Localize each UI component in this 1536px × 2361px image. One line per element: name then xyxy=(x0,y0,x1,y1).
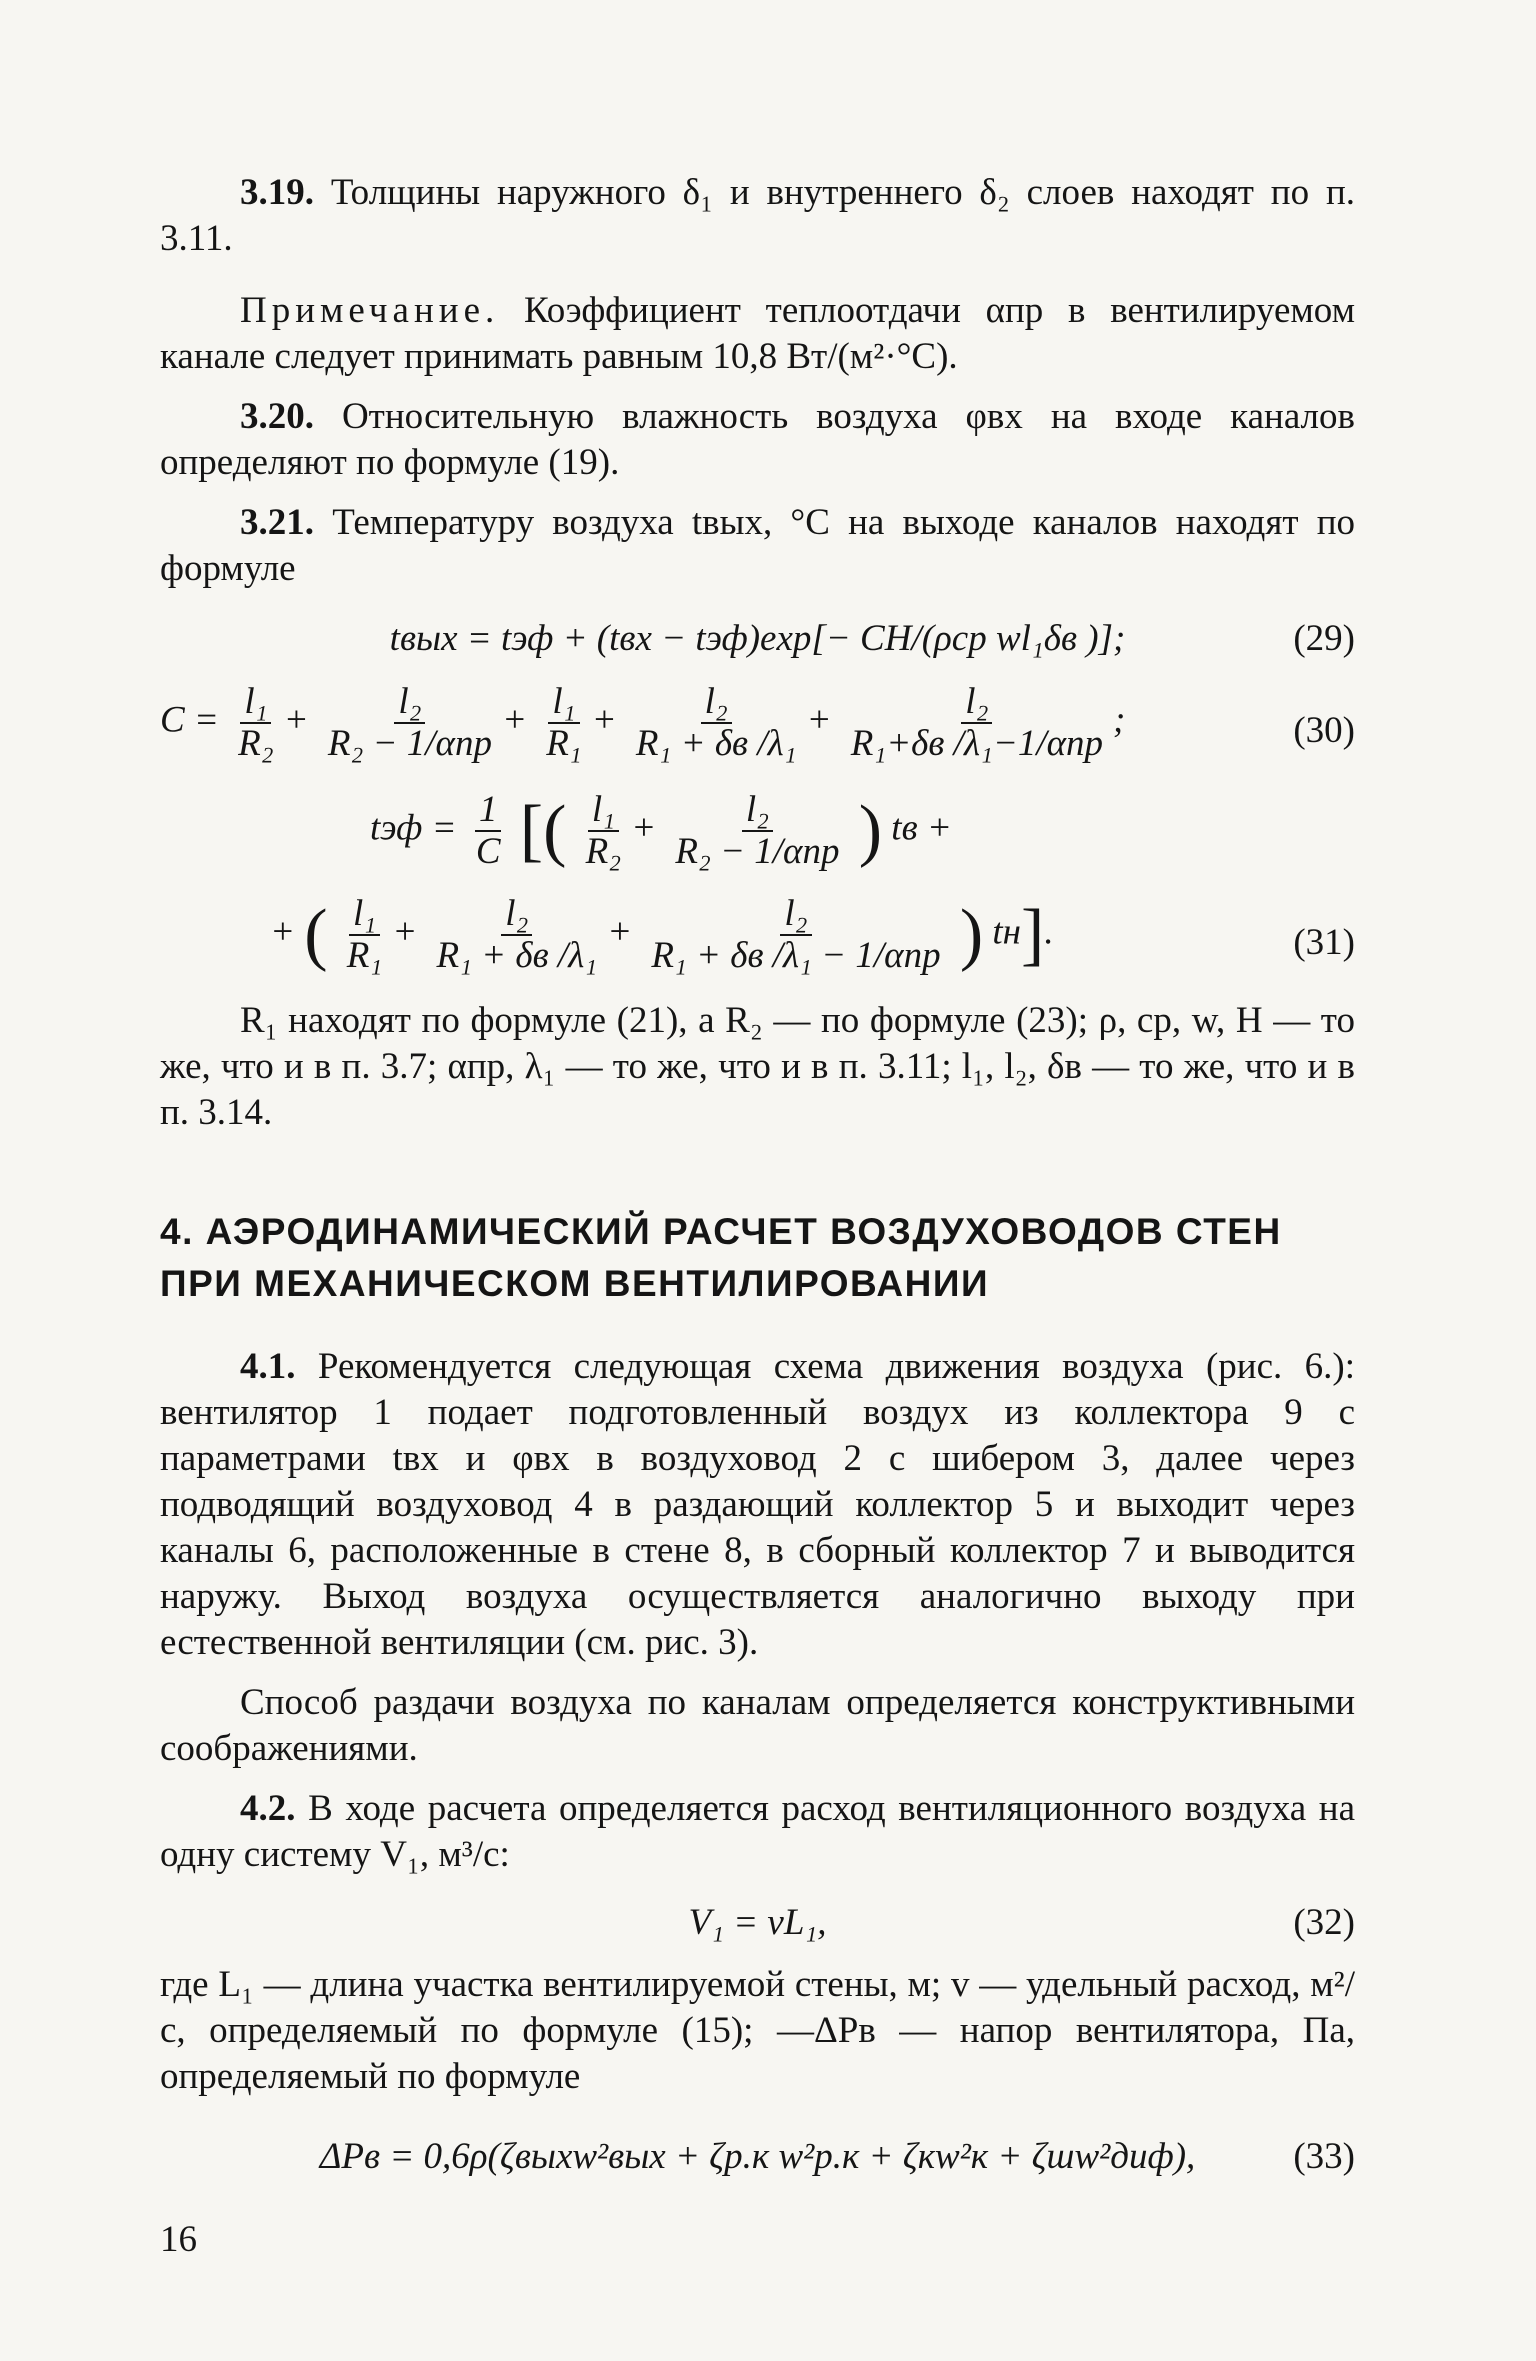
equation-term: tн xyxy=(992,911,1022,953)
paragraph-4-1 xyxy=(160,1344,1355,1666)
note-paragraph xyxy=(160,288,1355,380)
paragraph-text: R₁ находят по формуле (21), а R₂ — по формуле (23); ρ, cp, w, H — то же, что и в п. 3.7; αпр, λ₁ — то же, что и в п. 3.11; l₁, l₂, δв — то же, что и в п. 3.14. xyxy=(160,1000,1355,1133)
equation-number: (31) xyxy=(1293,922,1355,963)
equation-29 xyxy=(160,616,1355,662)
paragraph-text: Толщины наружного δ₁ и внутреннего δ₂ слоев находят по п. 3.11. xyxy=(160,172,1355,259)
fraction: $\frac{\text{l₂}}{\text{R₁+δв /λ₁−1/αпр}}$ xyxy=(850,681,1104,764)
section-number: 4.2. xyxy=(240,1788,296,1829)
fraction: $\frac{\text{l₂}}{\text{R₂ − 1/αпр}}$ xyxy=(675,789,840,872)
equation-number: (29) xyxy=(1293,618,1355,659)
definitions-paragraph xyxy=(160,998,1355,1136)
page-number: 16 xyxy=(160,2219,197,2260)
section-number: 3.19. xyxy=(240,172,314,213)
equation-30: C = $\frac{\text{l₁}}{\text{R₂}}$ + $\frac{\text{l₂}}{\text{R₂ − 1/αпр}}$ + $\frac{\text{l₁}}{\text{R₁}}$ + $\frac{\text{l₂}}{\text{R₁ + δв /λ₁}}$ + $\frac{\text{l₂}}{\text{R₁+δв /λ₁−1/αпр}}$ ; (30) xyxy=(160,681,1355,764)
section-heading: 4. АЭРОДИНАМИЧЕСКИЙ РАСЧЕТ ВОЗДУХОВОДОВ СТЕН ПРИ МЕХАНИЧЕСКОМ ВЕНТИЛИРОВАНИИ xyxy=(160,1211,1282,1304)
paragraph-4-2 xyxy=(160,1786,1355,1878)
paragraph-3-21 xyxy=(160,500,1355,592)
equation-term: tв + xyxy=(891,807,952,849)
where-paragraph xyxy=(160,1962,1355,2100)
note-text: Коэффициент теплоотдачи αпр в вентилируемом канале следует принимать равным 10,8 Вт/(м²·°С). xyxy=(160,290,1355,377)
equation-number: (33) xyxy=(1293,2136,1355,2177)
equation-33 xyxy=(160,2134,1355,2180)
equation-body: V₁ = vL₁, xyxy=(688,1902,827,1943)
equation-31-line-1: tэф = $\frac{1}{C}$ [( $\frac{\text{l₁}}{\text{R₂}}$ + $\frac{\text{l₂}}{\text{R₂ − 1/αпр}}$ ) tв + xyxy=(370,789,952,872)
equation-number: (30) xyxy=(1293,710,1355,751)
fraction: $\frac{\text{l₂}}{\text{R₁ + δв /λ₁}}$ xyxy=(635,681,797,764)
fraction: $\frac{1}{C}$ xyxy=(475,789,501,872)
paragraph-text: Температуру воздуха tвых, °С на выходе каналов находят по формуле xyxy=(160,502,1355,589)
paragraph-3-20 xyxy=(160,394,1355,486)
paragraph-text: Способ раздачи воздуха по каналам определяется конструктивными соображениями. xyxy=(160,1682,1355,1769)
equation-31-line-2: + ( $\frac{\text{l₁}}{\text{R₁}}$ + $\frac{\text{l₂}}{\text{R₁ + δв /λ₁}}$ + $\frac{\text{l₂}}{\text{R₁ + δв /λ₁ − 1/αпр}}$ ) tн]. (31) xyxy=(270,893,1355,976)
paragraph-text: Относительную влажность воздуха φвх на входе каналов определяют по формуле (19). xyxy=(160,396,1355,483)
equation-lhs: C = xyxy=(160,699,219,741)
note-label: Примечание. xyxy=(240,290,500,331)
fraction: $\frac{\text{l₂}}{\text{R₂ − 1/αпр}}$ xyxy=(327,681,492,764)
fraction: $\frac{\text{l₁}}{\text{R₂}}$ xyxy=(238,681,274,764)
equation-32 xyxy=(160,1900,1355,1946)
document-page xyxy=(160,170,1355,2180)
fraction: $\frac{\text{l₂}}{\text{R₁ + δв /λ₁ − 1/αпр}}$ xyxy=(651,893,941,976)
equation-body: tвых = tэф + (tвх − tэф)exp[− CH/(ρcp wl₁δв )]; xyxy=(389,618,1126,659)
paragraph-4-1-b xyxy=(160,1680,1355,1772)
fraction: $\frac{\text{l₁}}{\text{R₁}}$ xyxy=(346,893,383,976)
paragraph-3-19 xyxy=(160,170,1355,262)
equation-number: (32) xyxy=(1293,1902,1355,1943)
section-number: 3.20. xyxy=(240,396,314,437)
fraction: $\frac{\text{l₁}}{\text{R₂}}$ xyxy=(585,789,622,872)
equation-body: ΔPв = 0,6ρ(ζвыхw²вых + ζр.к w²р.к + ζкw²к + ζшw²диф), xyxy=(319,2136,1196,2177)
section-number: 4.1. xyxy=(240,1346,296,1387)
paragraph-text: Рекомендуется следующая схема движения воздуха (рис. 6.): вентилятор 1 подает подготовленный воздух из коллектора 9 с параметрами tвх и φвх в воздуховод 2 с шибером 3, далее через подводящий воздуховод 4 в раздающий коллектор 5 и выходит через каналы 6, расположенные в стене 8, в сборный коллектор 7 и выводится наружу. Выход воздуха осуществляется аналогично выходу при естественной вентиляции (см. рис. 3). xyxy=(160,1346,1355,1663)
paragraph-text: В ходе расчета определяется расход вентиляционного воздуха на одну систему V₁, м³/с: xyxy=(160,1788,1356,1875)
fraction: $\frac{\text{l₂}}{\text{R₁ + δв /λ₁}}$ xyxy=(436,893,598,976)
fraction: $\frac{\text{l₁}}{\text{R₁}}$ xyxy=(546,681,582,764)
equation-lhs: tэф = xyxy=(370,807,457,849)
paragraph-text: где L₁ — длина участка вентилируемой стены, м; v — удельный расход, м²/с, определяемый по формуле (15); —ΔPв — напор вентилятора, Па, определяемый по формуле xyxy=(160,1964,1355,2097)
section-number: 3.21. xyxy=(240,502,314,543)
